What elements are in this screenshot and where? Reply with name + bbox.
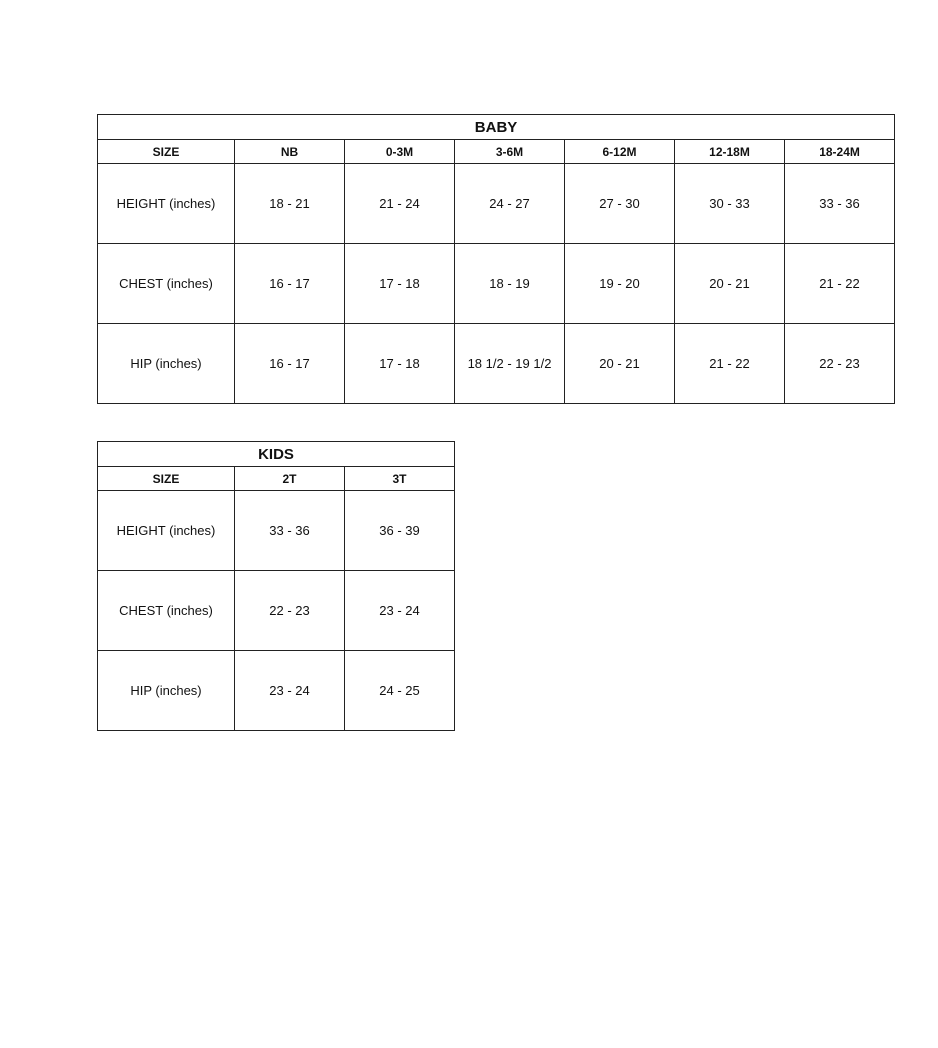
measurement-cell: 22 - 23 [235,571,345,651]
measurement-cell: 20 - 21 [565,324,675,404]
size-header: NB [235,140,345,164]
table-row [98,571,455,651]
table-title: KIDS [98,442,455,467]
row-label: HIP (inches) [98,651,235,731]
size-header: 2T [235,467,345,491]
measurement-cell: 22 - 23 [785,324,895,404]
measurement-cell: 17 - 18 [345,324,455,404]
measurement-cell: 30 - 33 [675,164,785,244]
table-title-row [98,442,455,467]
size-header-label: SIZE [98,467,235,491]
row-label: HEIGHT (inches) [98,491,235,571]
size-header: 18-24M [785,140,895,164]
table-row [98,651,455,731]
measurement-cell: 21 - 22 [785,244,895,324]
measurement-cell: 17 - 18 [345,244,455,324]
measurement-cell: 18 - 19 [455,244,565,324]
baby-size-chart [97,114,895,404]
table-row [98,244,895,324]
size-header: 6-12M [565,140,675,164]
size-header: 3T [345,467,455,491]
row-label: CHEST (inches) [98,571,235,651]
measurement-cell: 24 - 27 [455,164,565,244]
size-header-label: SIZE [98,140,235,164]
size-header: 12-18M [675,140,785,164]
row-label: HIP (inches) [98,324,235,404]
measurement-cell: 23 - 24 [345,571,455,651]
row-label: HEIGHT (inches) [98,164,235,244]
kids-size-chart [97,441,455,731]
table-row [98,324,895,404]
measurement-cell: 20 - 21 [675,244,785,324]
table-row [98,164,895,244]
measurement-cell: 18 1/2 - 19 1/2 [455,324,565,404]
size-header-row [98,467,455,491]
measurement-cell: 16 - 17 [235,324,345,404]
measurement-cell: 24 - 25 [345,651,455,731]
table-title-row [98,115,895,140]
measurement-cell: 36 - 39 [345,491,455,571]
size-header-row [98,140,895,164]
measurement-cell: 27 - 30 [565,164,675,244]
measurement-cell: 19 - 20 [565,244,675,324]
size-header: 0-3M [345,140,455,164]
measurement-cell: 21 - 22 [675,324,785,404]
measurement-cell: 18 - 21 [235,164,345,244]
measurement-cell: 21 - 24 [345,164,455,244]
table-title: BABY [98,115,895,140]
measurement-cell: 16 - 17 [235,244,345,324]
row-label: CHEST (inches) [98,244,235,324]
table-row [98,491,455,571]
measurement-cell: 33 - 36 [785,164,895,244]
measurement-cell: 33 - 36 [235,491,345,571]
measurement-cell: 23 - 24 [235,651,345,731]
size-header: 3-6M [455,140,565,164]
